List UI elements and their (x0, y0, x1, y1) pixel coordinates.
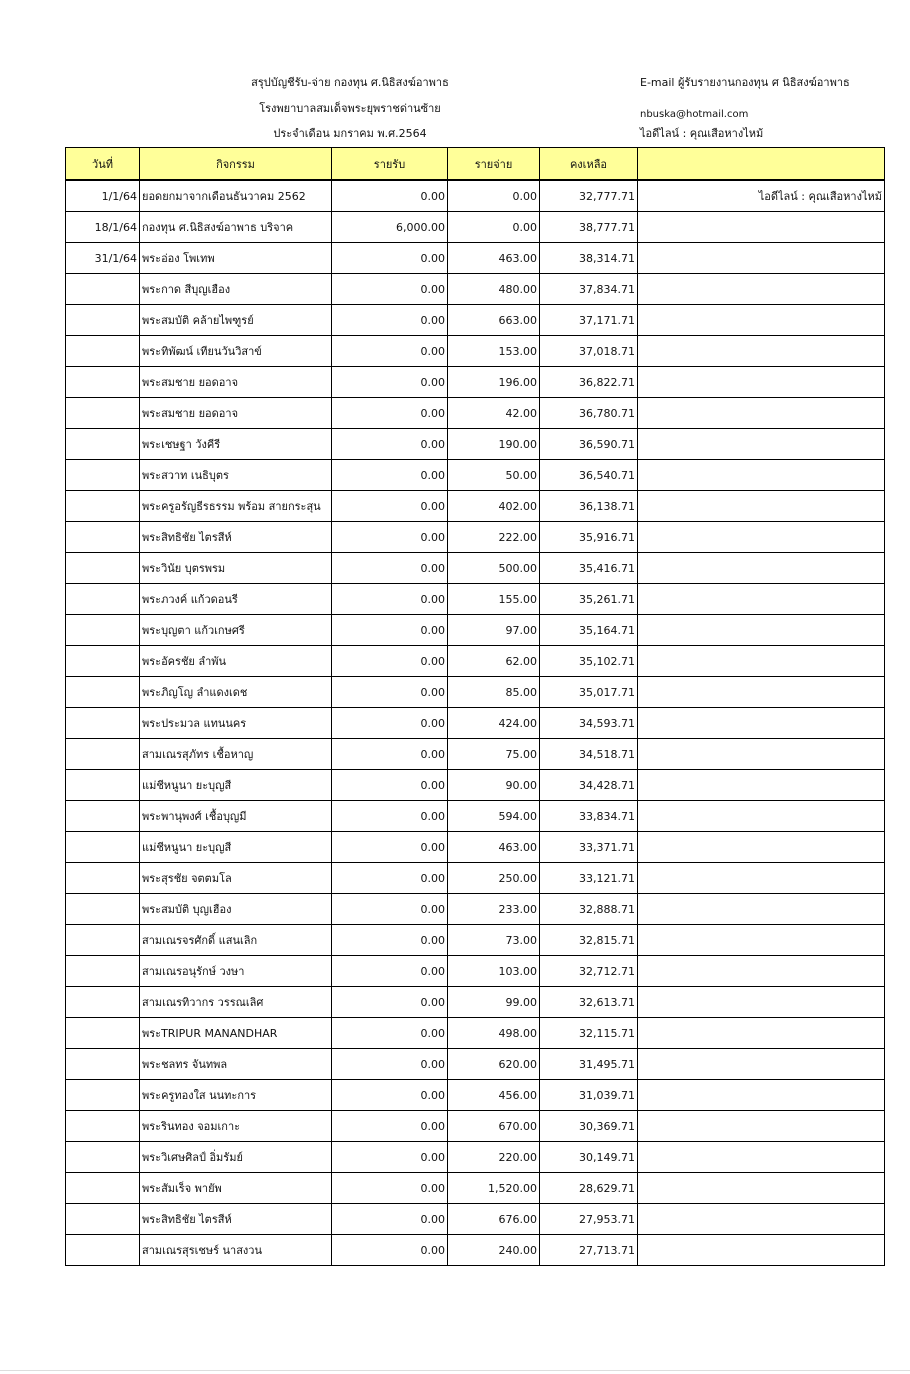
cell-balance: 35,261.71 (540, 584, 638, 615)
cell-balance: 34,518.71 (540, 739, 638, 770)
cell-expense: 85.00 (448, 677, 540, 708)
cell-activity: สามเณรจรศักดิ์ แสนเลิก (140, 925, 332, 956)
cell-date (66, 1142, 140, 1173)
cell-note (638, 491, 885, 522)
cell-note (638, 1018, 885, 1049)
cell-income: 0.00 (332, 1142, 448, 1173)
cell-activity: พระสิทธิชัย ไตรสีห์ (140, 1204, 332, 1235)
cell-note (638, 646, 885, 677)
cell-note: ไอดีไลน์ : คุณเสือหางไหม้ (638, 180, 885, 212)
cell-expense: 500.00 (448, 553, 540, 584)
cell-expense: 498.00 (448, 1018, 540, 1049)
cell-date: 18/1/64 (66, 212, 140, 243)
cell-balance: 28,629.71 (540, 1173, 638, 1204)
cell-activity: พระครูอรัญธีรธรรม พร้อม สายกระสุน (140, 491, 332, 522)
cell-activity: พระสมบัติ บุญเฮือง (140, 894, 332, 925)
cell-income: 0.00 (332, 553, 448, 584)
table-row (66, 956, 885, 987)
cell-balance: 37,018.71 (540, 336, 638, 367)
cell-income: 6,000.00 (332, 212, 448, 243)
cell-activity: พระภวงค์ แก้วดอนรี (140, 584, 332, 615)
cell-balance: 37,171.71 (540, 305, 638, 336)
cell-date (66, 677, 140, 708)
cell-note (638, 429, 885, 460)
column-header-date: วันที่ (66, 148, 140, 181)
cell-income: 0.00 (332, 274, 448, 305)
cell-expense: 1,520.00 (448, 1173, 540, 1204)
report-period: ประจำเดือน มกราคม พ.ศ.2564 (273, 127, 427, 140)
cell-income: 0.00 (332, 863, 448, 894)
cell-activity: สามเณรสุภัทร เชื้อหาญ (140, 739, 332, 770)
cell-balance: 30,149.71 (540, 1142, 638, 1173)
cell-income: 0.00 (332, 367, 448, 398)
table-row (66, 1235, 885, 1266)
cell-date (66, 1080, 140, 1111)
cell-income: 0.00 (332, 1173, 448, 1204)
cell-balance: 27,953.71 (540, 1204, 638, 1235)
cell-balance: 27,713.71 (540, 1235, 638, 1266)
cell-activity: พระพานุพงศ์ เชื้อบุญมี (140, 801, 332, 832)
cell-activity: พระอ่อง โพเทพ (140, 243, 332, 274)
table-row (66, 212, 885, 243)
cell-date (66, 460, 140, 491)
cell-income: 0.00 (332, 739, 448, 770)
cell-income: 0.00 (332, 584, 448, 615)
cell-note (638, 1080, 885, 1111)
cell-balance: 33,371.71 (540, 832, 638, 863)
cell-expense: 50.00 (448, 460, 540, 491)
cell-date (66, 956, 140, 987)
column-header-activity: กิจกรรม (140, 148, 332, 181)
table-row (66, 243, 885, 274)
cell-activity: พระวินัย บุตรพรม (140, 553, 332, 584)
cell-note (638, 398, 885, 429)
cell-balance: 36,590.71 (540, 429, 638, 460)
cell-activity: แม่ชีหนูนา ยะบุญสี (140, 770, 332, 801)
cell-date (66, 894, 140, 925)
cell-note (638, 522, 885, 553)
table-row (66, 677, 885, 708)
cell-activity: สามเณรอนุรักษ์ วงษา (140, 956, 332, 987)
cell-note (638, 956, 885, 987)
table-row (66, 801, 885, 832)
cell-income: 0.00 (332, 1235, 448, 1266)
column-header-expense: รายจ่าย (448, 148, 540, 181)
cell-income: 0.00 (332, 1049, 448, 1080)
cell-balance: 33,834.71 (540, 801, 638, 832)
cell-note (638, 367, 885, 398)
cell-expense: 250.00 (448, 863, 540, 894)
cell-income: 0.00 (332, 336, 448, 367)
cell-income: 0.00 (332, 801, 448, 832)
cell-date (66, 1204, 140, 1235)
cell-income: 0.00 (332, 1080, 448, 1111)
cell-expense: 463.00 (448, 243, 540, 274)
cell-expense: 456.00 (448, 1080, 540, 1111)
cell-activity: พระสัมเร็จ พายัพ (140, 1173, 332, 1204)
cell-note (638, 584, 885, 615)
table-row (66, 1018, 885, 1049)
table-row (66, 398, 885, 429)
cell-activity: สามเณรทิวากร วรรณเลิศ (140, 987, 332, 1018)
table-row (66, 894, 885, 925)
cell-date (66, 1049, 140, 1080)
cell-balance: 32,712.71 (540, 956, 638, 987)
cell-activity: พระชลทร จันทพล (140, 1049, 332, 1080)
cell-activity: สามเณรสุรเชษร์ นาสงวน (140, 1235, 332, 1266)
table-row (66, 1173, 885, 1204)
cell-date (66, 429, 140, 460)
table-row (66, 305, 885, 336)
cell-income: 0.00 (332, 522, 448, 553)
table-header-row (66, 148, 885, 181)
page-bottom-edge (0, 1370, 910, 1371)
table-row (66, 367, 885, 398)
cell-income: 0.00 (332, 1018, 448, 1049)
cell-balance: 30,369.71 (540, 1111, 638, 1142)
cell-expense: 424.00 (448, 708, 540, 739)
cell-balance: 35,164.71 (540, 615, 638, 646)
table-row (66, 336, 885, 367)
cell-activity: พระสมชาย ยอดอาจ (140, 367, 332, 398)
cell-balance: 32,815.71 (540, 925, 638, 956)
cell-date (66, 1235, 140, 1266)
cell-note (638, 460, 885, 491)
table-row (66, 832, 885, 863)
cell-date (66, 584, 140, 615)
cell-income: 0.00 (332, 925, 448, 956)
cell-expense: 670.00 (448, 1111, 540, 1142)
hospital-name: โรงพยาบาลสมเด็จพระยุพราชด่านซ้าย (259, 102, 441, 115)
cell-date (66, 398, 140, 429)
cell-activity: พระรินทอง จอมเกาะ (140, 1111, 332, 1142)
cell-expense: 594.00 (448, 801, 540, 832)
cell-activity: พระสมชาย ยอดอาจ (140, 398, 332, 429)
cell-income: 0.00 (332, 1204, 448, 1235)
email-label: E-mail ผู้รับรายงานกองทุน ศ นิธิสงฆ์อาพาธ (640, 76, 850, 89)
cell-expense: 190.00 (448, 429, 540, 460)
cell-note (638, 336, 885, 367)
table-row (66, 739, 885, 770)
cell-expense: 233.00 (448, 894, 540, 925)
table-row (66, 274, 885, 305)
cell-expense: 99.00 (448, 987, 540, 1018)
cell-balance: 37,834.71 (540, 274, 638, 305)
cell-activity: พระอัครชัย ลำพัน (140, 646, 332, 677)
cell-balance: 36,138.71 (540, 491, 638, 522)
cell-expense: 42.00 (448, 398, 540, 429)
table-row (66, 770, 885, 801)
table-row (66, 429, 885, 460)
cell-balance: 31,039.71 (540, 1080, 638, 1111)
cell-expense: 220.00 (448, 1142, 540, 1173)
cell-note (638, 243, 885, 274)
cell-income: 0.00 (332, 677, 448, 708)
cell-balance: 35,916.71 (540, 522, 638, 553)
cell-income: 0.00 (332, 708, 448, 739)
cell-date: 1/1/64 (66, 180, 140, 212)
cell-income: 0.00 (332, 646, 448, 677)
cell-expense: 480.00 (448, 274, 540, 305)
cell-note (638, 553, 885, 584)
table-row (66, 708, 885, 739)
cell-expense: 62.00 (448, 646, 540, 677)
cell-note (638, 708, 885, 739)
cell-expense: 620.00 (448, 1049, 540, 1080)
cell-expense: 73.00 (448, 925, 540, 956)
cell-date (66, 615, 140, 646)
cell-activity: กองทุน ศ.นิธิสงฆ์อาพาธ บริจาค (140, 212, 332, 243)
cell-income: 0.00 (332, 180, 448, 212)
cell-activity: พระครูทองใส นนทะการ (140, 1080, 332, 1111)
cell-date (66, 801, 140, 832)
cell-note (638, 274, 885, 305)
cell-income: 0.00 (332, 987, 448, 1018)
cell-date (66, 770, 140, 801)
line-id: ไอดีไลน์ : คุณเสือหางไหม้ (640, 127, 764, 140)
column-header-balance: คงเหลือ (540, 148, 638, 181)
cell-expense: 103.00 (448, 956, 540, 987)
cell-expense: 240.00 (448, 1235, 540, 1266)
cell-income: 0.00 (332, 1111, 448, 1142)
cell-income: 0.00 (332, 894, 448, 925)
cell-note (638, 615, 885, 646)
cell-balance: 32,115.71 (540, 1018, 638, 1049)
cell-expense: 676.00 (448, 1204, 540, 1235)
cell-income: 0.00 (332, 491, 448, 522)
cell-date (66, 522, 140, 553)
cell-income: 0.00 (332, 243, 448, 274)
cell-date (66, 274, 140, 305)
cell-note (638, 1235, 885, 1266)
cell-note (638, 832, 885, 863)
cell-expense: 97.00 (448, 615, 540, 646)
cell-activity: พระกาด สีบุญเฮือง (140, 274, 332, 305)
cell-note (638, 1204, 885, 1235)
cell-activity: พระสุรชัย จตตมโล (140, 863, 332, 894)
cell-activity: ยอดยกมาจากเดือนธันวาคม 2562 (140, 180, 332, 212)
table-row (66, 646, 885, 677)
cell-date (66, 832, 140, 863)
cell-balance: 32,613.71 (540, 987, 638, 1018)
cell-balance: 32,777.71 (540, 180, 638, 212)
cell-expense: 75.00 (448, 739, 540, 770)
cell-activity: พระภิญโญ ลำแดงเดช (140, 677, 332, 708)
table-row (66, 491, 885, 522)
cell-balance: 34,593.71 (540, 708, 638, 739)
cell-note (638, 894, 885, 925)
cell-date (66, 739, 140, 770)
cell-activity: พระทิพัฒน์ เทียนวันวิสาข์ (140, 336, 332, 367)
cell-date (66, 553, 140, 584)
cell-note (638, 863, 885, 894)
cell-balance: 35,017.71 (540, 677, 638, 708)
cell-note (638, 801, 885, 832)
cell-balance: 32,888.71 (540, 894, 638, 925)
email-address: nbuska@hotmail.com (640, 109, 749, 120)
cell-expense: 153.00 (448, 336, 540, 367)
cell-note (638, 925, 885, 956)
table-row (66, 1049, 885, 1080)
cell-date (66, 305, 140, 336)
cell-note (638, 212, 885, 243)
cell-date (66, 708, 140, 739)
cell-note (638, 1173, 885, 1204)
cell-activity: พระสวาท เนธิบุตร (140, 460, 332, 491)
cell-income: 0.00 (332, 305, 448, 336)
column-header-income: รายรับ (332, 148, 448, 181)
cell-expense: 90.00 (448, 770, 540, 801)
cell-note (638, 987, 885, 1018)
cell-date (66, 1111, 140, 1142)
cell-balance: 34,428.71 (540, 770, 638, 801)
cell-income: 0.00 (332, 429, 448, 460)
cell-expense: 0.00 (448, 180, 540, 212)
cell-date (66, 1173, 140, 1204)
table-row (66, 863, 885, 894)
cell-date (66, 491, 140, 522)
cell-expense: 196.00 (448, 367, 540, 398)
cell-note (638, 305, 885, 336)
cell-note (638, 739, 885, 770)
table-row (66, 180, 885, 212)
cell-activity: พระTRIPUR MANANDHAR (140, 1018, 332, 1049)
cell-note (638, 1142, 885, 1173)
cell-activity: พระสิทธิชัย ไตรสีห์ (140, 522, 332, 553)
cell-income: 0.00 (332, 956, 448, 987)
cell-date: 31/1/64 (66, 243, 140, 274)
cell-activity: พระบุญตา แก้วเกษศรี (140, 615, 332, 646)
cell-date (66, 646, 140, 677)
table-row (66, 460, 885, 491)
cell-balance: 36,540.71 (540, 460, 638, 491)
cell-note (638, 770, 885, 801)
column-header-note (638, 148, 885, 181)
cell-expense: 0.00 (448, 212, 540, 243)
cell-date (66, 336, 140, 367)
cell-expense: 402.00 (448, 491, 540, 522)
cell-balance: 35,102.71 (540, 646, 638, 677)
cell-date (66, 863, 140, 894)
cell-note (638, 677, 885, 708)
table-row (66, 1204, 885, 1235)
cell-date (66, 367, 140, 398)
cell-income: 0.00 (332, 460, 448, 491)
cell-income: 0.00 (332, 832, 448, 863)
cell-date (66, 987, 140, 1018)
table-row (66, 584, 885, 615)
cell-balance: 38,314.71 (540, 243, 638, 274)
table-row (66, 925, 885, 956)
cell-expense: 663.00 (448, 305, 540, 336)
table-row (66, 615, 885, 646)
table-row (66, 522, 885, 553)
cell-income: 0.00 (332, 615, 448, 646)
table-row (66, 1111, 885, 1142)
cell-activity: พระสมบัติ คล้ายไพฑูรย์ (140, 305, 332, 336)
table-row (66, 1080, 885, 1111)
cell-activity: พระวิเศษศิลป์ อิ่มรัมย์ (140, 1142, 332, 1173)
cell-balance: 36,822.71 (540, 367, 638, 398)
cell-activity: พระประมวล แทนนคร (140, 708, 332, 739)
ledger-body (66, 180, 885, 1266)
cell-expense: 155.00 (448, 584, 540, 615)
table-row (66, 987, 885, 1018)
cell-income: 0.00 (332, 398, 448, 429)
cell-expense: 463.00 (448, 832, 540, 863)
cell-balance: 36,780.71 (540, 398, 638, 429)
cell-income: 0.00 (332, 770, 448, 801)
cell-balance: 33,121.71 (540, 863, 638, 894)
cell-note (638, 1111, 885, 1142)
cell-activity: แม่ชีหนูนา ยะบุญสี (140, 832, 332, 863)
cell-activity: พระเชษฐา วังคีรี (140, 429, 332, 460)
cell-balance: 31,495.71 (540, 1049, 638, 1080)
cell-expense: 222.00 (448, 522, 540, 553)
cell-balance: 38,777.71 (540, 212, 638, 243)
table-row (66, 1142, 885, 1173)
cell-date (66, 1018, 140, 1049)
table-row (66, 553, 885, 584)
cell-date (66, 925, 140, 956)
cell-balance: 35,416.71 (540, 553, 638, 584)
ledger-table (65, 147, 885, 1266)
cell-note (638, 1049, 885, 1080)
report-title: สรุปบัญชีรับ-จ่าย กองทุน ศ.นิธิสงฆ์อาพาธ (251, 76, 449, 89)
